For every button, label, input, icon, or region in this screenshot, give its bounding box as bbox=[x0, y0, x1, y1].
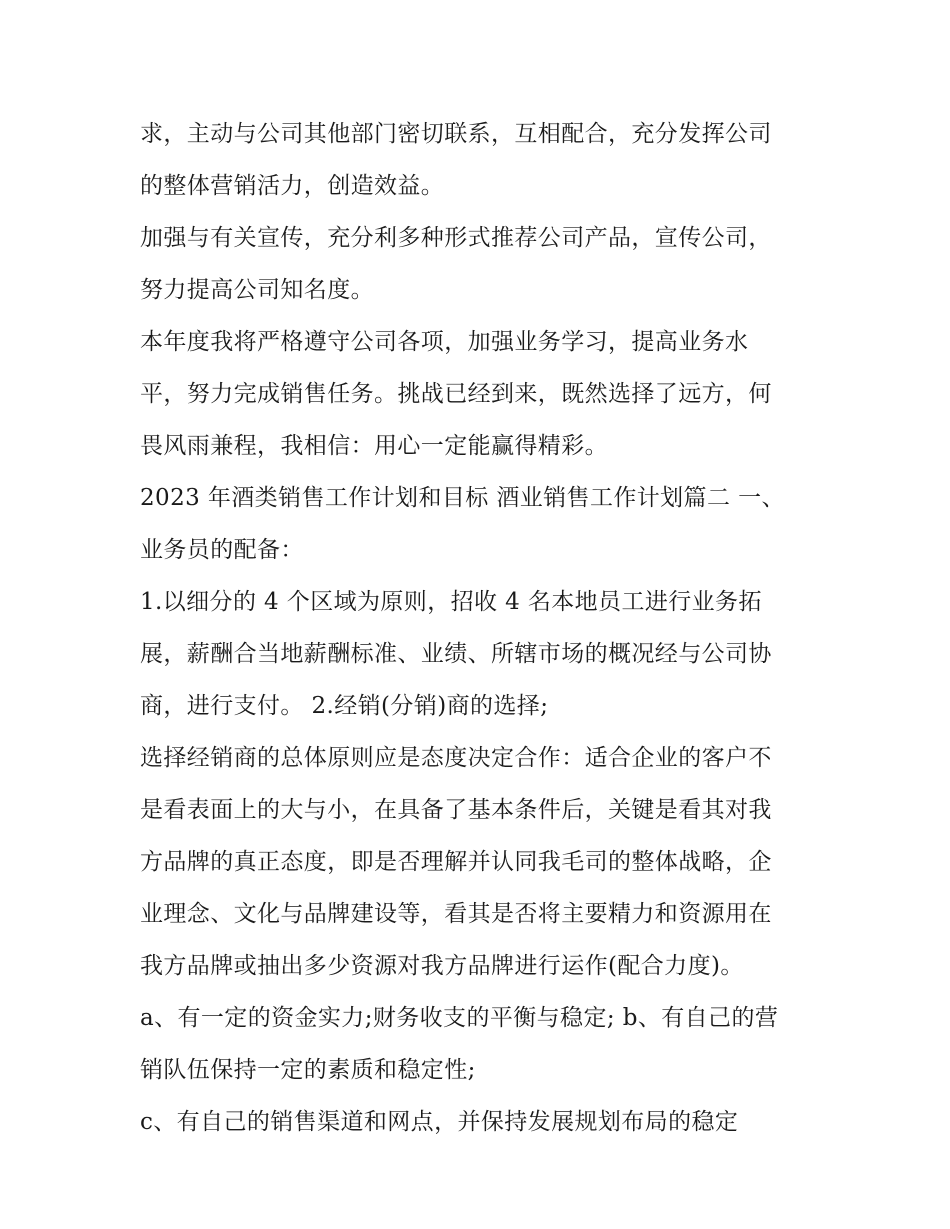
text-line: 业理念、文化与品牌建设等，看其是否将主要精力和资源用在 bbox=[140, 901, 772, 927]
document-body bbox=[140, 108, 812, 1148]
text-line: 本年度我将严格遵守公司各项，加强业务学习，提高业务水 bbox=[140, 329, 749, 355]
text-line: 业务员的配备： bbox=[140, 537, 304, 563]
text-line: 选择经销商的总体原则应是态度决定合作：适合企业的客户不 bbox=[140, 745, 772, 771]
paragraph-promotion bbox=[140, 212, 812, 316]
text-line: c、有自己的销售渠道和网点，并保持发展规划布局的稳定 bbox=[140, 1109, 739, 1135]
text-line: 是看表面上的大与小，在具备了基本条件后，关键是看其对我 bbox=[140, 797, 772, 823]
text-line: 求，主动与公司其他部门密切联系，互相配合，充分发挥公司 bbox=[140, 121, 772, 147]
text-line: 销队伍保持一定的素质和稳定性; bbox=[140, 1057, 476, 1083]
text-line: a、有一定的资金实力;财务收支的平衡与稳定; b、有自己的营 bbox=[140, 1005, 779, 1031]
text-line: 平，努力完成销售任务。挑战已经到来，既然选择了远方，何 bbox=[140, 381, 772, 407]
paragraph-staffing bbox=[140, 576, 812, 732]
paragraph-criteria-a-b bbox=[140, 992, 812, 1096]
text-line: 我方品牌或抽出多少资源对我方品牌进行运作(配合力度)。 bbox=[140, 953, 744, 979]
paragraph-annual-commitment bbox=[140, 316, 812, 472]
text-line: 2023 年酒类销售工作计划和目标 酒业销售工作计划篇二 一、 bbox=[140, 485, 785, 511]
paragraph-cooperation bbox=[140, 108, 812, 212]
paragraph-distributor-principle bbox=[140, 732, 812, 992]
text-line: 努力提高公司知名度。 bbox=[140, 277, 374, 303]
text-line: 展，薪酬合当地薪酬标准、业绩、所辖市场的概况经与公司协 bbox=[140, 641, 772, 667]
text-line: 方品牌的真正态度，即是否理解并认同我毛司的整体战略，企 bbox=[140, 849, 772, 875]
text-line: 加强与有关宣传，充分利多种形式推荐公司产品，宣传公司， bbox=[140, 225, 772, 251]
text-line: 1.以细分的 4 个区域为原则，招收 4 名本地员工进行业务拓 bbox=[140, 589, 762, 615]
paragraph-criteria-c bbox=[140, 1096, 812, 1148]
paragraph-plan-title bbox=[140, 472, 812, 576]
text-line: 畏风雨兼程，我相信：用心一定能赢得精彩。 bbox=[140, 433, 608, 459]
text-line: 的整体营销活力，创造效益。 bbox=[140, 173, 445, 199]
text-line: 商，进行支付。 2.经销(分销)商的选择; bbox=[140, 693, 549, 719]
